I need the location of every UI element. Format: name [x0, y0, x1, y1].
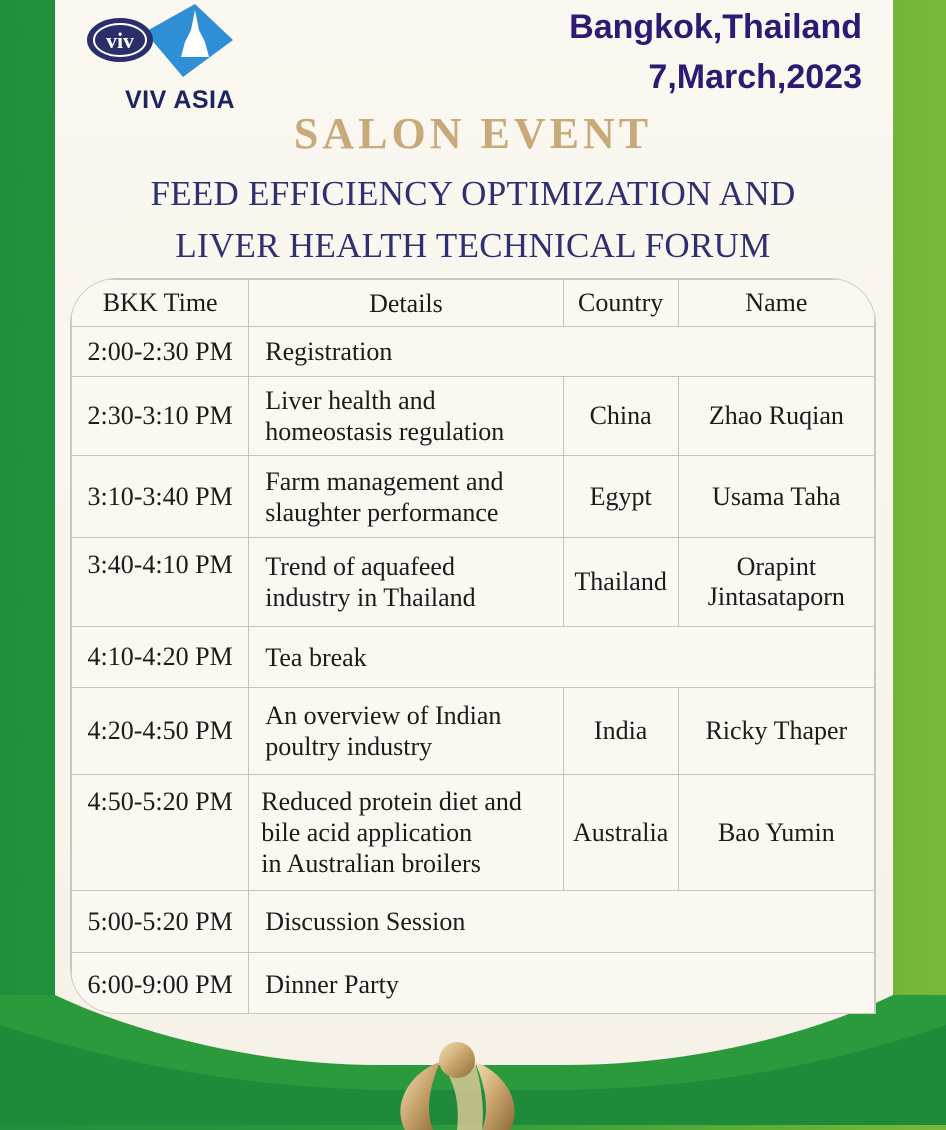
row-details: [249, 688, 563, 775]
row-country: Australia: [563, 775, 678, 891]
row-time: 4:20-4:50 PM: [72, 688, 249, 775]
row-details: [249, 456, 563, 538]
header-time: BKK Time: [72, 280, 249, 327]
details-line: slaughter performance: [265, 497, 499, 527]
details-line: bile acid application: [261, 818, 473, 847]
row-details: Discussion Session: [249, 891, 875, 953]
row-details: [249, 538, 563, 627]
row-name: Zhao Ruqian: [678, 377, 874, 456]
row-country: India: [563, 688, 678, 775]
details-line: Farm management and: [265, 466, 504, 496]
row-country: Thailand: [563, 538, 678, 627]
table-row: [72, 456, 875, 538]
row-details: Tea break: [249, 627, 875, 688]
event-city: Bangkok,Thailand: [569, 8, 862, 46]
row-details: Registration: [249, 327, 875, 377]
table-row: [72, 327, 875, 377]
row-time: 2:30-3:10 PM: [72, 377, 249, 456]
logo-text: VIV ASIA: [125, 86, 236, 114]
row-name: Usama Taha: [678, 456, 874, 538]
details-line: Trend of aquafeed: [265, 552, 455, 581]
row-time: 4:50-5:20 PM: [72, 775, 249, 891]
header-country: Country: [563, 280, 678, 327]
table-row: [72, 775, 875, 891]
forum-title: [0, 168, 946, 272]
table-header-row: [72, 280, 875, 327]
details-line: Reduced protein diet and: [261, 787, 522, 816]
name-line: Jintasataporn: [707, 582, 845, 611]
row-details: [249, 775, 563, 891]
row-time: 6:00-9:00 PM: [72, 953, 249, 1015]
row-country: China: [563, 377, 678, 456]
row-time: 3:10-3:40 PM: [72, 456, 249, 538]
table-row: [72, 891, 875, 953]
details-line: Liver health and: [265, 386, 436, 415]
name-line: Orapint: [736, 552, 817, 581]
event-date: 7,March,2023: [648, 58, 862, 96]
table-row: [72, 688, 875, 775]
table-row: [72, 377, 875, 456]
gold-ribbon-icon: [385, 1040, 530, 1130]
row-time: 2:00-2:30 PM: [72, 327, 249, 377]
row-time: 4:10-4:20 PM: [72, 627, 249, 688]
table-row: [72, 538, 875, 627]
row-time: 5:00-5:20 PM: [72, 891, 249, 953]
row-name: [678, 538, 874, 627]
details-line: homeostasis regulation: [265, 417, 505, 446]
salon-title: SALON EVENT: [293, 109, 653, 158]
table-row: [72, 627, 875, 688]
row-time: 3:40-4:10 PM: [72, 538, 249, 627]
row-name: Ricky Thaper: [678, 688, 874, 775]
svg-text:viv: viv: [105, 28, 135, 53]
event-location-date: [569, 2, 862, 102]
details-line: in Australian broilers: [261, 849, 481, 878]
schedule-table: [70, 278, 876, 1014]
forum-title-line2: LIVER HEALTH TECHNICAL FORUM: [175, 226, 771, 265]
table-row: [72, 953, 875, 1015]
row-country: Egypt: [563, 456, 678, 538]
details-line: industry in Thailand: [265, 583, 476, 612]
details-line: poultry industry: [265, 732, 433, 761]
header-details: Details: [249, 280, 563, 327]
row-name: Bao Yumin: [678, 775, 874, 891]
details-line: An overview of Indian: [265, 701, 502, 730]
header-name: Name: [678, 280, 874, 327]
row-details: Dinner Party: [249, 953, 875, 1015]
forum-title-line1: FEED EFFICIENCY OPTIMIZATION AND: [150, 174, 796, 213]
row-details: [249, 377, 563, 456]
